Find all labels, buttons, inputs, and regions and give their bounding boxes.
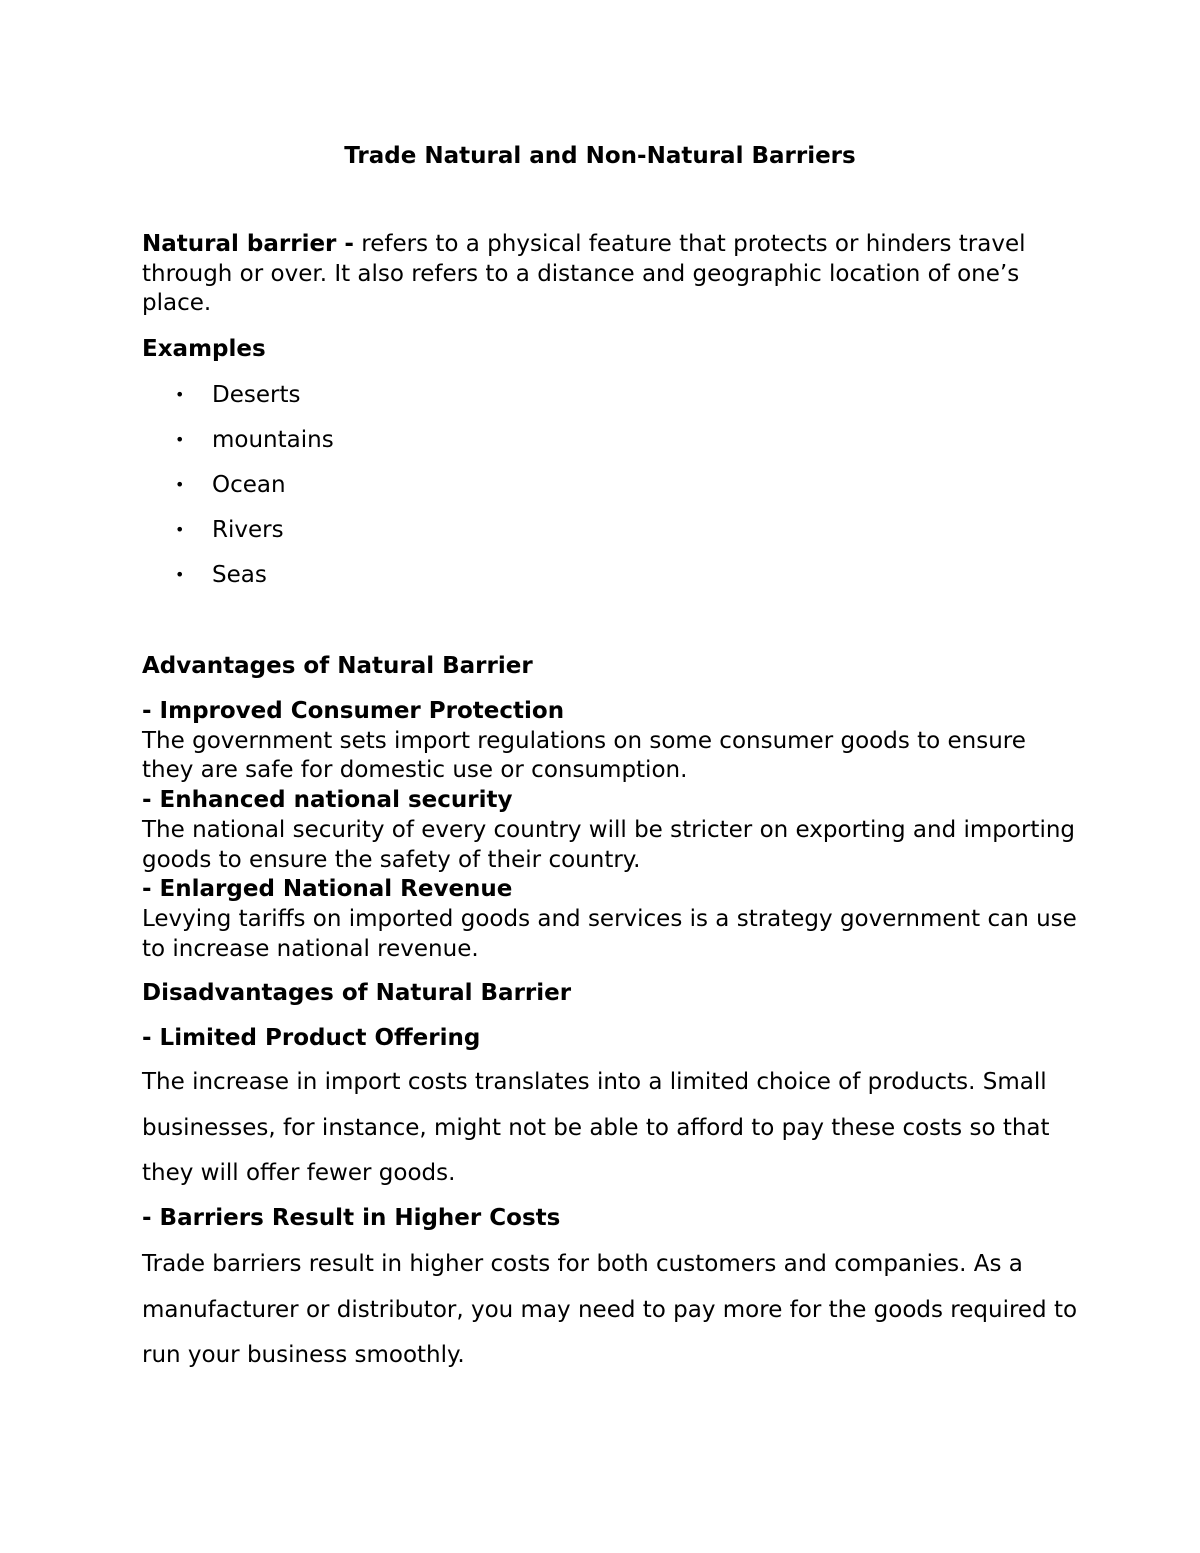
advantage-title: - Improved Consumer Protection	[142, 698, 565, 724]
advantage-text: The national security of every country will be stricter on exporting and importing goods to ensure the safety of their country.	[142, 816, 1076, 873]
bullet-icon: •	[175, 520, 185, 539]
disadvantage-text: The increase in import costs translates into a limited choice of products. Small businesses, for instance, might not be able to afford to pay these costs so that they will offer fewer goods.	[142, 1069, 1050, 1186]
list-item	[142, 380, 742, 410]
list-item-text: Seas	[212, 562, 267, 588]
list-item-text: Ocean	[212, 472, 286, 498]
list-item	[142, 560, 742, 590]
advantage-title: - Enhanced national security	[142, 787, 513, 814]
bullet-icon: •	[175, 565, 185, 584]
list-item-text: Deserts	[212, 382, 301, 408]
definition-term: Natural barrier -	[142, 231, 354, 257]
list-item-text: Rivers	[212, 517, 284, 543]
definition-text: refers to a physical feature that protects or hinders travel through or over. It also refers to a distance and geographic location of one’s place.	[142, 231, 1026, 317]
definition-paragraph	[142, 230, 1082, 319]
bullet-icon: •	[175, 430, 185, 449]
disadvantage-title: - Limited Product Offering	[142, 1025, 481, 1051]
document-title: Trade Natural and Non-Natural Barriers	[344, 143, 856, 169]
examples-heading: Examples	[142, 336, 266, 362]
list-item	[142, 470, 742, 500]
disadvantage-text: Trade barriers result in higher costs for both customers and companies. As a manufacturer or distributor, you may need to pay more for the goods required to run your business smoothly.	[142, 1251, 1078, 1368]
list-item-text: mountains	[212, 427, 334, 453]
list-item	[142, 515, 742, 545]
disadvantages-heading: Disadvantages of Natural Barrier	[142, 980, 572, 1006]
bullet-icon: •	[175, 385, 185, 404]
advantage-text: The government sets import regulations on some consumer goods to ensure they are safe for domestic use or consumption.	[142, 727, 1026, 784]
advantages-heading: Advantages of Natural Barrier	[142, 653, 533, 679]
advantages-section	[142, 697, 1082, 964]
disadvantage-title: - Barriers Result in Higher Costs	[142, 1205, 561, 1231]
advantage-title: - Enlarged National Revenue	[142, 876, 513, 903]
bullet-icon: •	[175, 475, 185, 494]
list-item	[142, 425, 742, 455]
advantage-text: Levying tariffs on imported goods and services is a strategy government can use to increase national revenue.	[142, 905, 1077, 962]
